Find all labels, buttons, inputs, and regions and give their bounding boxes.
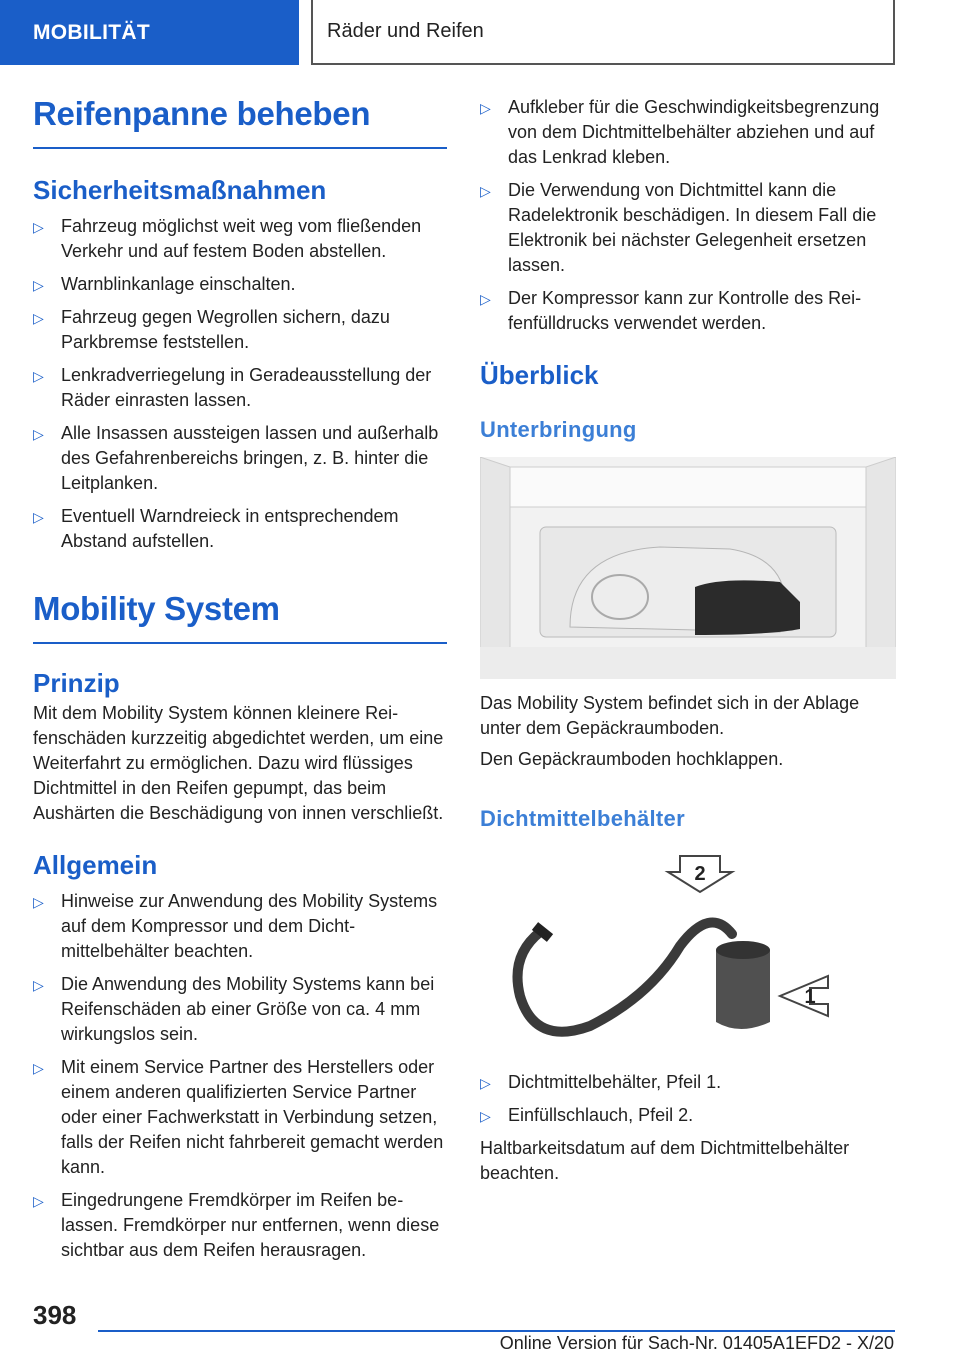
bullet-arrow-icon: ▷ [480, 1108, 491, 1124]
storage-text-1: Das Mobility System befindet sich in der Ablage unter dem Gepäckraumboden. [480, 693, 860, 738]
bullet-arrow-icon: ▷ [33, 368, 44, 384]
section-tab: MOBILITÄT [0, 0, 299, 65]
list-item-text: Fahrzeug möglichst weit weg vom fließenden Verkehr und auf festem Boden abstellen. [61, 216, 422, 261]
bullet-arrow-icon: ▷ [480, 100, 491, 116]
list-item [480, 178, 896, 278]
container-illustration [480, 846, 896, 1060]
right-top-list [480, 95, 896, 336]
list-item-text: Hinweise zur Anwendung des Mobility Systems auf dem Kompressor und dem Dichtmittelbehälter beachten. [61, 891, 438, 961]
principle-text: Mit dem Mobility System können kleinere Reifenschäden kurzzeitig abgedichtet werden, um eine Weiterfahrt zu ermöglichen. Dazu wird flüssiges Dichtmittel in den Reifen gepumpt, das beim Aushärten die Beschädigung von innen verschließt. [33, 703, 444, 823]
page-number: 398 [33, 1300, 77, 1330]
list-item-text: Mit einem Service Partner des Herstellers oder einem anderen qualifizierten Service Partner oder einer Fachwerkstatt in Verbindung setzen, falls der Reifen nicht fahrbereit gemacht werden kann. [61, 1057, 444, 1177]
bullet-arrow-icon: ▷ [33, 977, 44, 993]
arrow-label-1: 1 [804, 986, 816, 1008]
container-note: Haltbarkeitsdatum auf dem Dichtmittelbehälter beachten. [480, 1138, 850, 1183]
list-item [33, 305, 447, 355]
list-item [33, 421, 447, 496]
bullet-arrow-icon: ▷ [33, 426, 44, 442]
list-item-text: Fahrzeug gegen Wegrollen sichern, dazu Parkbremse feststellen. [61, 307, 390, 352]
list-item [33, 1188, 447, 1263]
heading-container: Dichtmittelbehälter [480, 806, 685, 831]
container-list [480, 1070, 896, 1128]
bullet-arrow-icon: ▷ [33, 277, 44, 293]
list-item-text: Alle Insassen aussteigen lassen und außerhalb des Gefahrenbereichs bringen, z. B. hinter die Leitplanken. [61, 423, 439, 493]
arrow-label-2: 2 [694, 863, 706, 885]
list-item [33, 1055, 447, 1180]
bullet-arrow-icon: ▷ [33, 219, 44, 235]
heading-safety: Sicherheitsmaßnahmen [33, 175, 327, 205]
list-item [33, 889, 447, 964]
list-item [33, 504, 447, 554]
list-item [33, 972, 447, 1047]
list-item [480, 286, 896, 336]
list-item-text: Lenkradverriegelung in Geradeausstellung der Räder einrasten lassen. [61, 365, 432, 410]
heading-principle: Prinzip [33, 668, 120, 698]
list-item [480, 95, 896, 170]
list-item-text: Aufkleber für die Geschwindigkeitsbegrenzung von dem Dichtmittelbehälter abziehen und auf das Lenkrad kleben. [508, 97, 880, 167]
heading-general: Allgemein [33, 850, 158, 880]
safety-list [33, 214, 447, 554]
list-item-text: Die Anwendung des Mobility Systems kann bei Reifenschäden ab einer Größe von ca. 4 mm wirkungslos sein. [61, 974, 435, 1044]
bullet-arrow-icon: ▷ [480, 291, 491, 307]
list-item-text: Eingedrungene Fremdkörper im Reifen belassen. Fremdkörper nur entfernen, wenn diese sichtbar aus dem Reifen herausragen. [61, 1190, 440, 1260]
bullet-arrow-icon: ▷ [480, 1075, 491, 1091]
title-mobility-system: Mobility System [33, 590, 447, 644]
list-item [33, 272, 447, 297]
bullet-arrow-icon: ▷ [33, 1193, 44, 1209]
footer-text: Online Version für Sach-Nr. 01405A1EFD2 - X/20 [499, 1333, 894, 1353]
list-item-text: Die Verwendung von Dichtmittel kann die Radelektronik beschädigen. In diesem Fall die Elektronik bei nächster Gelegenheit ersetzen lassen. [508, 180, 877, 275]
list-item-text: Einfüllschlauch, Pfeil 2. [508, 1105, 694, 1125]
list-item-text: Warnblinkanlage einschalten. [61, 274, 296, 294]
bullet-arrow-icon: ▷ [33, 310, 44, 326]
list-item-text: Dichtmittelbehälter, Pfeil 1. [508, 1072, 722, 1092]
list-item-text: Der Kompressor kann zur Kontrolle des Reifenfülldrucks verwendet werden. [508, 288, 862, 333]
list-item [33, 363, 447, 413]
footer-divider [98, 1330, 895, 1332]
bullet-arrow-icon: ▷ [33, 894, 44, 910]
bullet-arrow-icon: ▷ [480, 183, 491, 199]
heading-overview: Überblick [480, 360, 599, 390]
bullet-arrow-icon: ▷ [33, 1060, 44, 1076]
list-item [480, 1103, 896, 1128]
trunk-image [480, 457, 896, 679]
right-column [480, 95, 896, 1186]
bullet-arrow-icon: ▷ [33, 509, 44, 525]
list-item-text: Eventuell Warndreieck in entsprechendem Abstand aufstellen. [61, 506, 399, 551]
list-item [33, 214, 447, 264]
chapter-title: Räder und Reifen [311, 0, 895, 65]
general-list [33, 889, 447, 1263]
left-column [33, 95, 447, 1271]
title-reifenpanne: Reifenpanne beheben [33, 95, 447, 149]
heading-storage: Unterbringung [480, 417, 637, 442]
storage-text-2: Den Gepäckraumboden hochklappen. [480, 749, 784, 769]
list-item [480, 1070, 896, 1095]
